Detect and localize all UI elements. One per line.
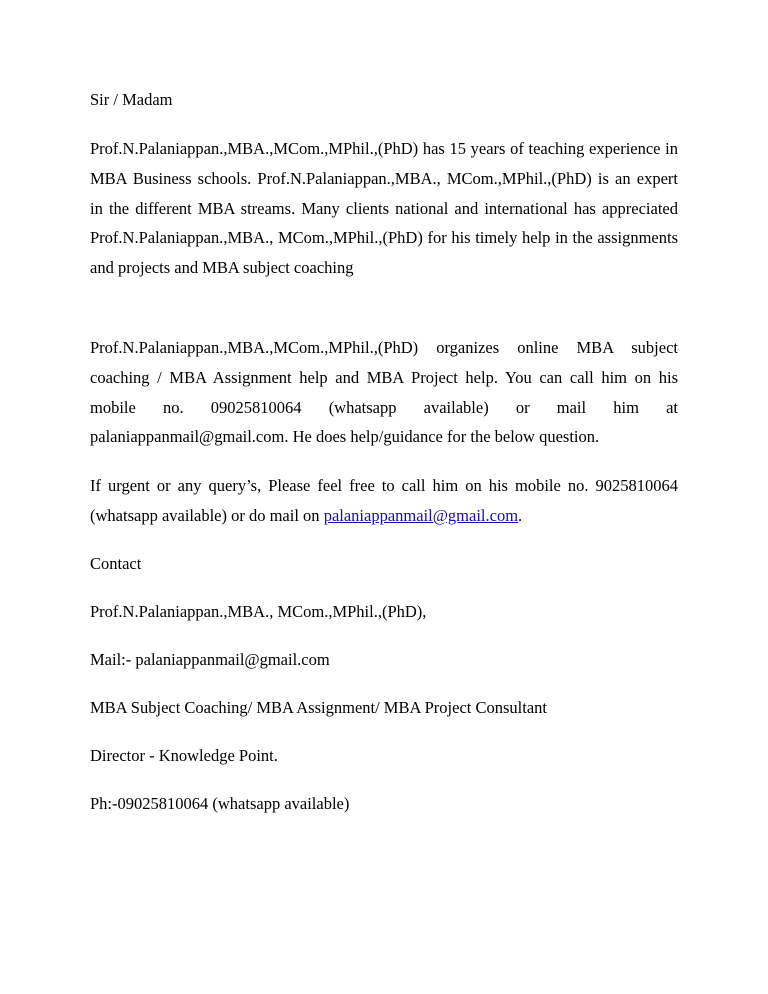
email-link[interactable]: palaniappanmail@gmail.com: [323, 505, 519, 525]
salutation: Sir / Madam: [90, 90, 173, 109]
paragraph-experience: Prof.N.Palaniappan.,MBA.,MCom.,MPhil.,(PhD) has 15 years of teaching experience in MBA Business schools. Prof.N.Palaniappan.,MBA., MCom.,MPhil.,(PhD) is an expert in the different MBA streams. Many clients national and international has appreciated Prof.N.Palaniappan.,MBA., MCom.,MPhil.,(PhD) for his timely help in the assignments and projects and MBA subject coaching: [90, 139, 678, 278]
contact-service: MBA Subject Coaching/ MBA Assignment/ MBA Project Consultant: [90, 698, 547, 717]
paragraph-urgent-end: .: [518, 505, 523, 525]
contact-phone: Ph:-09025810064 (whatsapp available): [90, 794, 350, 813]
paragraph-services: Prof.N.Palaniappan.,MBA.,MCom.,MPhil.,(PhD) organizes online MBA subject coaching / MBA Assignment help and MBA Project help. You can call him on his mobile no. 09025810064 (whatsapp available) or mail him at palaniappanmail@gmail.com. He does help/guidance for the below question.: [90, 338, 678, 447]
contact-mail: Mail:- palaniappanmail@gmail.com: [90, 650, 330, 669]
contact-director: Director - Knowledge Point.: [90, 746, 278, 765]
paragraph-urgent-text: If urgent or any query’s, Please feel free to call him on his mobile no. 9025810064 (whatsapp available) or do mail on: [90, 476, 678, 525]
contact-heading: Contact: [90, 554, 142, 573]
paragraph-urgent: [90, 471, 678, 531]
contact-name: Prof.N.Palaniappan.,MBA., MCom.,MPhil.,(PhD),: [90, 602, 427, 621]
